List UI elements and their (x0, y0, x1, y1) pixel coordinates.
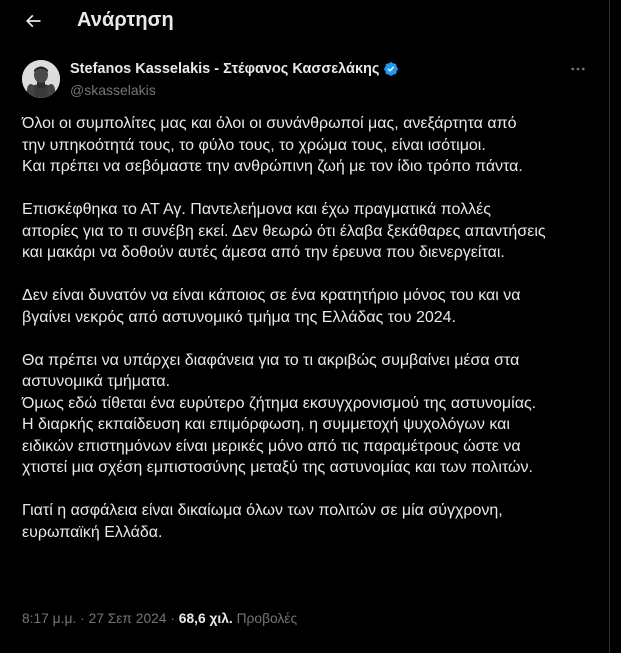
author-handle[interactable]: @skasselakis (70, 82, 156, 98)
meta-separator: · (80, 611, 85, 626)
post-header (0, 0, 609, 44)
tweet-paragraph (22, 199, 602, 264)
tweet-line: ειδικών επιστημόνων είναι μερικές μόνο από τις παραμέτρους ώστε να (22, 437, 521, 455)
more-dots-icon (569, 60, 587, 78)
arrow-left-icon (23, 11, 43, 31)
tweet-paragraph (22, 500, 602, 543)
tweet-line: Όλοι οι συμπολίτες μας και όλοι οι συνάνθρωποί μας, ανεξάρτητα από (22, 115, 517, 132)
tweet-text (22, 113, 602, 543)
meta-separator: · (170, 611, 175, 626)
tweet-line: Και πρέπει να σεβόμαστε την ανθρώπινη ζωή με τον ίδιο τρόπο πάντα. (22, 158, 523, 175)
tweet-line: και μακάρι να δοθούν αυτές άμεσα από την έρευνα που διενεργείται. (22, 244, 505, 261)
views-count: 68,6 χιλ. (178, 611, 233, 626)
tweet-line: χτιστεί μια σχέση εμπιστοσύνης μεταξύ της αστυνομίας και των πολιτών. (22, 459, 533, 476)
display-name: Stefanos Kasselakis - Στέφανος Κασσελάκης (70, 61, 380, 77)
tweet-line: απορίες για το τι συνέβη εκεί. Δεν θεωρώ ότι έλαβα ξεκάθαρες απαντήσεις (22, 222, 546, 240)
tweet-line: την υπηκοότητά τους, το φύλο τους, το χρώμα τους, είναι ισότιμοι. (22, 136, 486, 154)
tweet-line: Γιατί η ασφάλεια είναι δικαίωμα όλων των πολιτών σε μία σύγχρονη, (22, 502, 503, 519)
tweet-line: Όμως εδώ τίθεται ένα ευρύτερο ζήτημα εκσυγχρονισμού της αστυνομίας. (22, 394, 537, 412)
back-button[interactable] (16, 4, 50, 38)
author-row (22, 58, 592, 102)
views-label: Προβολές (236, 611, 298, 626)
tweet-line: βγαίνει νεκρός από αστυνομικό τμήμα της Ελλάδας του 2024. (22, 308, 457, 326)
tweet-line: αστυνομικά τμήματα. (22, 373, 171, 390)
avatar-image (22, 60, 60, 98)
tweet-paragraph (22, 113, 602, 178)
more-options-button[interactable] (563, 58, 593, 80)
avatar[interactable] (22, 60, 60, 98)
tweet-line: Θα πρέπει να υπάρχει διαφάνεια για το τι ακριβώς συμβαίνει μέσα στα (22, 351, 520, 369)
post-time[interactable]: 8:17 μ.μ. (22, 611, 77, 626)
post-date[interactable]: 27 Σεπ 2024 (88, 611, 167, 626)
tweet-line: Δεν είναι δυνατόν να είναι κάποιος σε ένα κρατητήριο μόνος του και να (22, 287, 521, 304)
display-name-row[interactable] (70, 61, 399, 77)
tweet-line: Επισκέφθηκα το ΑΤ Αγ. Παντελεήμονα και έχω πραγματικά πολλές (22, 201, 491, 218)
tweet-line: ευρωπαϊκή Ελλάδα. (22, 523, 163, 541)
tweet-line: Η διαρκής εκπαίδευση και επιμόρφωση, η συμμετοχή ψυχολόγων και (22, 416, 510, 433)
post-meta (22, 611, 297, 626)
page-title: Ανάρτηση (77, 9, 174, 31)
tweet-paragraph (22, 350, 602, 479)
tweet-paragraph (22, 285, 602, 328)
verified-badge-icon[interactable] (383, 61, 399, 77)
